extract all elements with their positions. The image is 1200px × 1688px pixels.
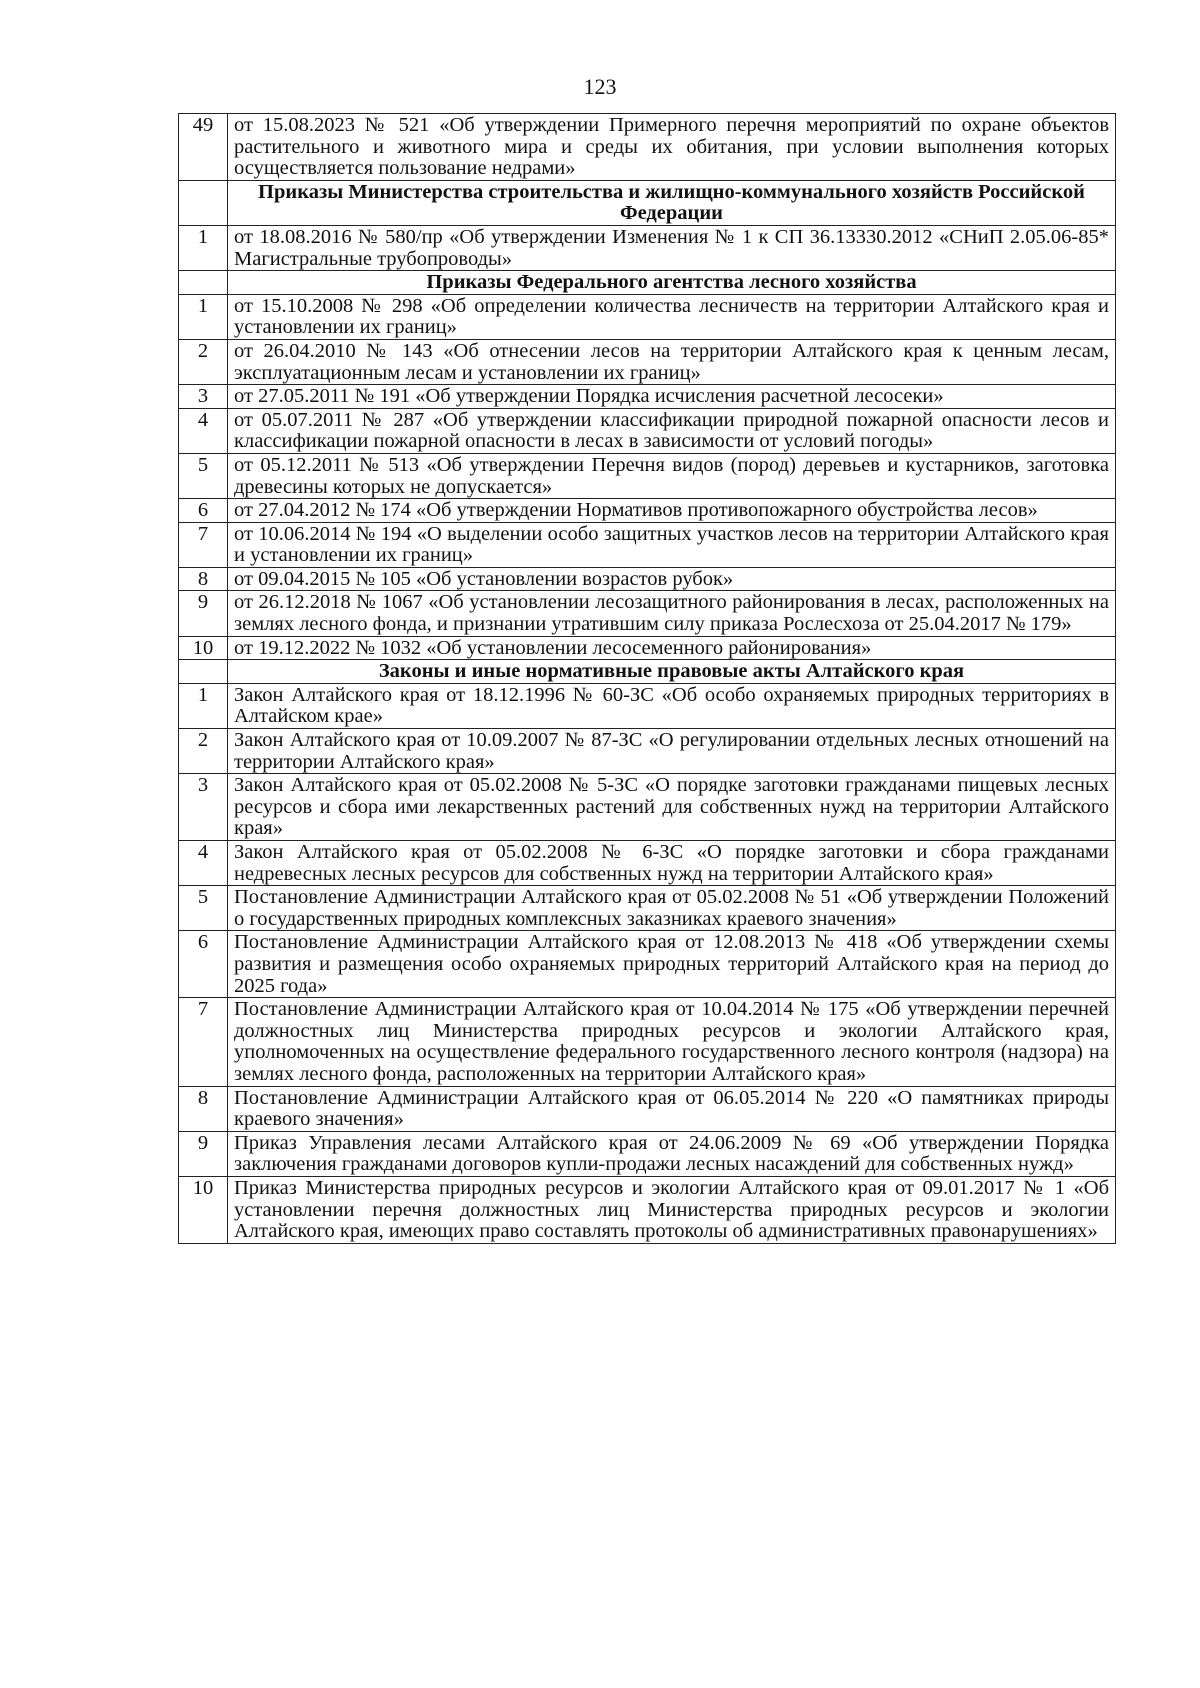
- table-row: [179, 499, 1116, 523]
- act-description: от 26.04.2010 № 143 «Об отнесении лесов на территории Алтайского края к ценным лесам, эксплуатационным лесам и установлении их границ»: [228, 339, 1116, 384]
- table-row: [179, 774, 1116, 841]
- table-row: [179, 636, 1116, 660]
- table-row: [179, 1176, 1116, 1243]
- act-description: Закон Алтайского края от 10.09.2007 № 87-ЗС «О регулировании отдельных лесных отношений на территории Алтайского края»: [228, 729, 1116, 774]
- section-heading: Приказы Федерального агентства лесного хозяйства: [228, 271, 1116, 295]
- table-row: [179, 294, 1116, 339]
- act-description: Приказ Управления лесами Алтайского края от 24.06.2009 № 69 «Об утверждении Порядка заключения гражданами договоров купли-продажи лесных насаждений для собственных нужд»: [228, 1131, 1116, 1176]
- section-heading-row: [179, 660, 1116, 684]
- section-heading-row: [179, 271, 1116, 295]
- act-description: от 27.04.2012 № 174 «Об утверждении Нормативов противопожарного обустройства лесов»: [228, 499, 1116, 523]
- empty-number-cell: [179, 660, 228, 684]
- row-number: 6: [179, 499, 228, 523]
- row-number: 2: [179, 729, 228, 774]
- row-number: 3: [179, 774, 228, 841]
- row-number: 1: [179, 294, 228, 339]
- empty-number-cell: [179, 180, 228, 225]
- act-description: от 18.08.2016 № 580/пр «Об утверждении Изменения № 1 к СП 36.13330.2012 «СНиП 2.05.06-85* Магистральные трубопроводы»: [228, 225, 1116, 270]
- table-row: [179, 453, 1116, 498]
- act-description: Постановление Администрации Алтайского края от 05.02.2008 № 51 «Об утверждении Положений о государственных природных комплексных заказниках краевого значения»: [228, 886, 1116, 931]
- act-description: от 09.04.2015 № 105 «Об установлении возрастов рубок»: [228, 567, 1116, 591]
- table-row: [179, 1086, 1116, 1131]
- row-number: 4: [179, 841, 228, 886]
- table-row: [179, 931, 1116, 998]
- row-number: 2: [179, 339, 228, 384]
- act-description: от 05.12.2011 № 513 «Об утверждении Перечня видов (пород) деревьев и кустарников, заготовка древесины которых не допускается»: [228, 453, 1116, 498]
- act-description: Постановление Администрации Алтайского края от 12.08.2013 № 418 «Об утверждении схемы развития и размещения особо охраняемых природных территорий Алтайского края на период до 2025 года»: [228, 931, 1116, 998]
- table-row: [179, 1131, 1116, 1176]
- row-number: 7: [179, 998, 228, 1086]
- row-number: 7: [179, 522, 228, 567]
- table-row: [179, 385, 1116, 409]
- table-row: [179, 522, 1116, 567]
- act-description: Закон Алтайского края от 05.02.2008 № 6-ЗС «О порядке заготовки и сбора гражданами недревесных лесных ресурсов для собственных нужд на территории Алтайского края»: [228, 841, 1116, 886]
- row-number: 9: [179, 591, 228, 636]
- table-row: [179, 339, 1116, 384]
- page-number: 123: [583, 74, 617, 99]
- table-row: [179, 567, 1116, 591]
- act-description: от 15.08.2023 № 521 «Об утверждении Примерного перечня мероприятий по охране объектов растительного и животного мира и среды их обитания, при условии выполнения которых осуществляется пользование недрами»: [228, 114, 1116, 181]
- section-heading: Приказы Министерства строительства и жилищно-коммунального хозяйств Российской Федерации: [228, 180, 1116, 225]
- table-row: [179, 408, 1116, 453]
- row-number: 10: [179, 636, 228, 660]
- act-description: Постановление Администрации Алтайского края от 10.04.2014 № 175 «Об утверждении перечней должностных лиц Министерства природных ресурсов и экологии Алтайского края, уполномоченных на осуществление федерального государственного лесного контроля (надзора) на землях лесного фонда, расположенных на территории Алтайского края»: [228, 998, 1116, 1086]
- table-row: [179, 841, 1116, 886]
- act-description: от 10.06.2014 № 194 «О выделении особо защитных участков лесов на территории Алтайского края и установлении их границ»: [228, 522, 1116, 567]
- row-number: 10: [179, 1176, 228, 1243]
- table-row: [179, 886, 1116, 931]
- table-row: [179, 225, 1116, 270]
- row-number: 3: [179, 385, 228, 409]
- section-heading: Законы и иные нормативные правовые акты Алтайского края: [228, 660, 1116, 684]
- act-description: Постановление Администрации Алтайского края от 06.05.2014 № 220 «О памятниках природы краевого значения»: [228, 1086, 1116, 1131]
- legal-acts-table: [178, 113, 1116, 1244]
- act-description: от 27.05.2011 № 191 «Об утверждении Порядка исчисления расчетной лесосеки»: [228, 385, 1116, 409]
- empty-number-cell: [179, 271, 228, 295]
- act-description: от 19.12.2022 № 1032 «Об установлении лесосеменного районирования»: [228, 636, 1116, 660]
- table-row: [179, 114, 1116, 181]
- act-description: Приказ Министерства природных ресурсов и экологии Алтайского края от 09.01.2017 № 1 «Об установлении перечня должностных лиц Министерства природных ресурсов и экологии Алтайского края, имеющих право составлять протоколы об административных правонарушениях»: [228, 1176, 1116, 1243]
- row-number: 49: [179, 114, 228, 181]
- act-description: от 05.07.2011 № 287 «Об утверждении классификации природной пожарной опасности лесов и классификации пожарной опасности в лесах в зависимости от условий погоды»: [228, 408, 1116, 453]
- row-number: 9: [179, 1131, 228, 1176]
- act-description: от 26.12.2018 № 1067 «Об установлении лесозащитного районирования в лесах, расположенных на землях лесного фонда, и признании утратившим силу приказа Рослесхоза от 25.04.2017 № 179»: [228, 591, 1116, 636]
- section-heading-row: [179, 180, 1116, 225]
- row-number: 5: [179, 453, 228, 498]
- table-row: [179, 591, 1116, 636]
- table-body: [179, 114, 1116, 1244]
- table-row: [179, 683, 1116, 728]
- act-description: Закон Алтайского края от 18.12.1996 № 60-ЗС «Об особо охраняемых природных территориях в Алтайском крае»: [228, 683, 1116, 728]
- act-description: Закон Алтайского края от 05.02.2008 № 5-ЗС «О порядке заготовки гражданами пищевых лесных ресурсов и сбора ими лекарственных растений для собственных нужд на территории Алтайского края»: [228, 774, 1116, 841]
- row-number: 8: [179, 567, 228, 591]
- row-number: 1: [179, 225, 228, 270]
- row-number: 5: [179, 886, 228, 931]
- table-row: [179, 729, 1116, 774]
- row-number: 1: [179, 683, 228, 728]
- act-description: от 15.10.2008 № 298 «Об определении количества лесничеств на территории Алтайского края и установлении их границ»: [228, 294, 1116, 339]
- row-number: 4: [179, 408, 228, 453]
- table-row: [179, 998, 1116, 1086]
- row-number: 6: [179, 931, 228, 998]
- row-number: 8: [179, 1086, 228, 1131]
